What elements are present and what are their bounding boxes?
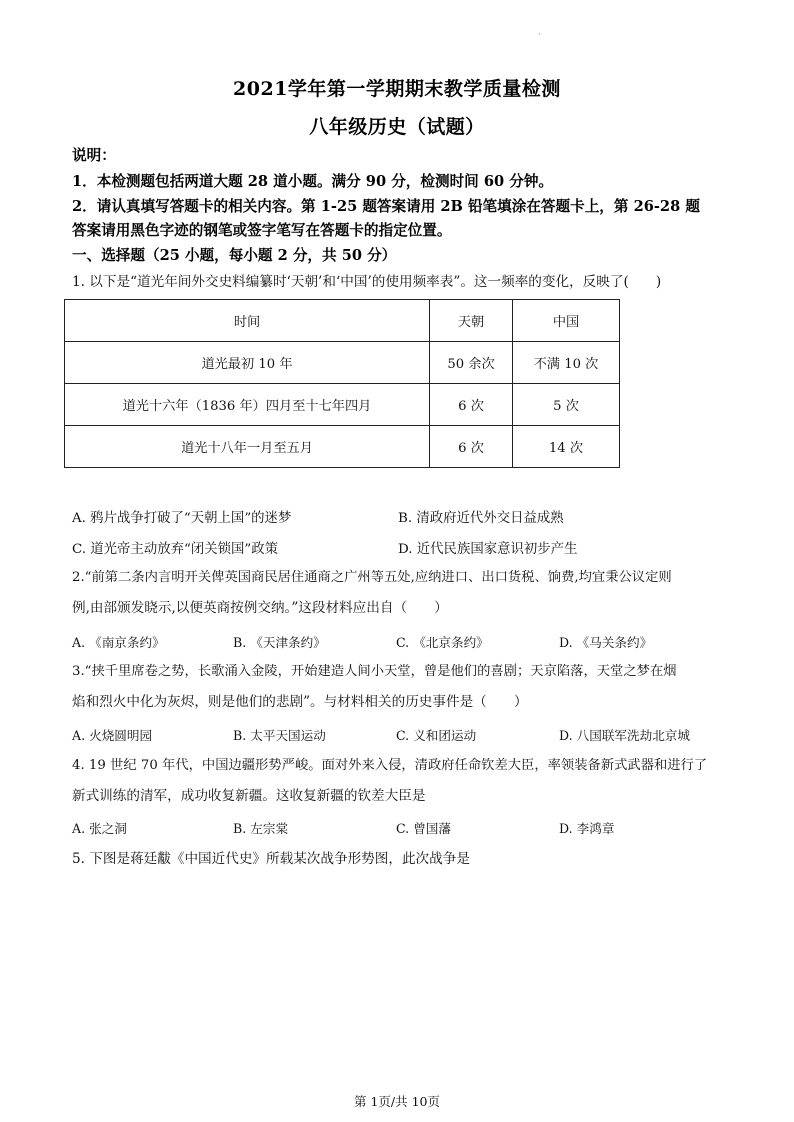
table-header-cell: 天朝 [430, 300, 513, 342]
table-cell: 14 次 [513, 426, 620, 468]
q1-option-a: A. 鸦片战争打破了“天朝上国”的迷梦 [72, 511, 292, 526]
q3-stem-line-1: 3.“挟千里席卷之势，长歌涌入金陵，开始建造人间小天堂，曾是他们的喜剧；天京陷落，天堂之梦在烟 [72, 664, 677, 679]
q4-option-b: B. 左宗棠 [233, 821, 289, 836]
exam-subtitle: 八年级历史（试题） [309, 116, 485, 138]
table-cell: 5 次 [513, 384, 620, 426]
q4-option-d: D. 李鸿章 [559, 821, 615, 836]
exam-title: 2021学年第一学期期末教学质量检测 [233, 78, 561, 100]
table-cell: 道光十八年一月至五月 [65, 426, 430, 468]
page-footer: 第 1页/共 10页 [353, 1094, 441, 1109]
table-cell: 道光最初 10 年 [65, 342, 430, 384]
q1-option-c: C. 道光帝主动放弃“闭关锁国”政策 [72, 542, 279, 557]
instruction-item-2-line-1: 2．请认真填写答题卡的相关内容。第 1-25 题答案请用 2B 铅笔填涂在答题卡上，第 26-28 题 [72, 198, 700, 215]
table-row [65, 384, 620, 426]
instruction-item-2-line-2: 答案请用黑色字迹的钢笔或签字笔写在答题卡的指定位置。 [72, 222, 452, 239]
q3-option-d: D. 八国联军洗劫北京城 [559, 728, 690, 743]
table-row [65, 426, 620, 468]
table-row [65, 342, 620, 384]
q3-stem-line-2: 焰和烈火中化为灰烬，则是他们的悲剧”。与材料相关的历史事件是（ ） [72, 694, 528, 710]
q1-stem: 1. 以下是“道光年间外交史料编纂时‘天朝’和‘中国’的使用频率表”。这一频率的变化，反映了( ) [72, 274, 662, 290]
frequency-table [64, 299, 620, 468]
q2-option-d: D. 《马关条约》 [559, 635, 653, 650]
q2-option-a: A. 《南京条约》 [72, 635, 165, 650]
table-cell: 道光十六年（1836 年）四月至十七年四月 [65, 384, 430, 426]
q2-stem-line-2: 例,由部颁发晓示,以便英商按例交纳。”这段材料应出自（ ） [72, 600, 448, 616]
q2-option-c: C. 《北京条约》 [396, 635, 489, 650]
q5-stem: 5. 下图是蒋廷黻《中国近代史》所载某次战争形势图，此次战争是 [72, 851, 470, 867]
q3-option-a: A. 火烧圆明园 [72, 728, 153, 743]
q4-stem-line-2: 新式训练的清军，成功收复新疆。这收复新疆的钦差大臣是 [72, 788, 426, 804]
table-header-cell: 中国 [513, 300, 620, 342]
q4-stem-line-1: 4. 19 世纪 70 年代，中国边疆形势严峻。面对外来入侵，清政府任命钦差大臣，率领装备新式武器和进行了 [72, 758, 708, 773]
q2-option-b: B. 《天津条约》 [233, 635, 326, 650]
table-header-cell: 时间 [65, 300, 430, 342]
table-header-row [65, 300, 620, 342]
q4-option-a: A. 张之洞 [72, 821, 127, 836]
table-cell: 不满 10 次 [513, 342, 620, 384]
q4-option-c: C. 曾国藩 [396, 821, 451, 836]
table-cell: 6 次 [430, 384, 513, 426]
scan-dot: · [538, 30, 541, 39]
instruction-item-1: 1．本检测题包括两道大题 28 道小题。满分 90 分，检测时间 60 分钟。 [72, 173, 554, 190]
section-1-heading: 一、选择题（25 小题，每小题 2 分，共 50 分） [72, 247, 397, 264]
q1-option-b: B. 清政府近代外交日益成熟 [398, 511, 564, 526]
q1-option-d: D. 近代民族国家意识初步产生 [398, 542, 578, 557]
instructions-heading: 说明： [72, 147, 116, 164]
q3-option-b: B. 太平天国运动 [233, 728, 326, 743]
q2-stem-line-1: 2.“前第二条内言明开关俾英国商民居住通商之广州等五处,应纳进口、出口货税、饷费,均宜秉公议定则 [72, 570, 672, 585]
q3-option-c: C. 义和团运动 [396, 728, 477, 743]
table-cell: 6 次 [430, 426, 513, 468]
table-cell: 50 余次 [430, 342, 513, 384]
